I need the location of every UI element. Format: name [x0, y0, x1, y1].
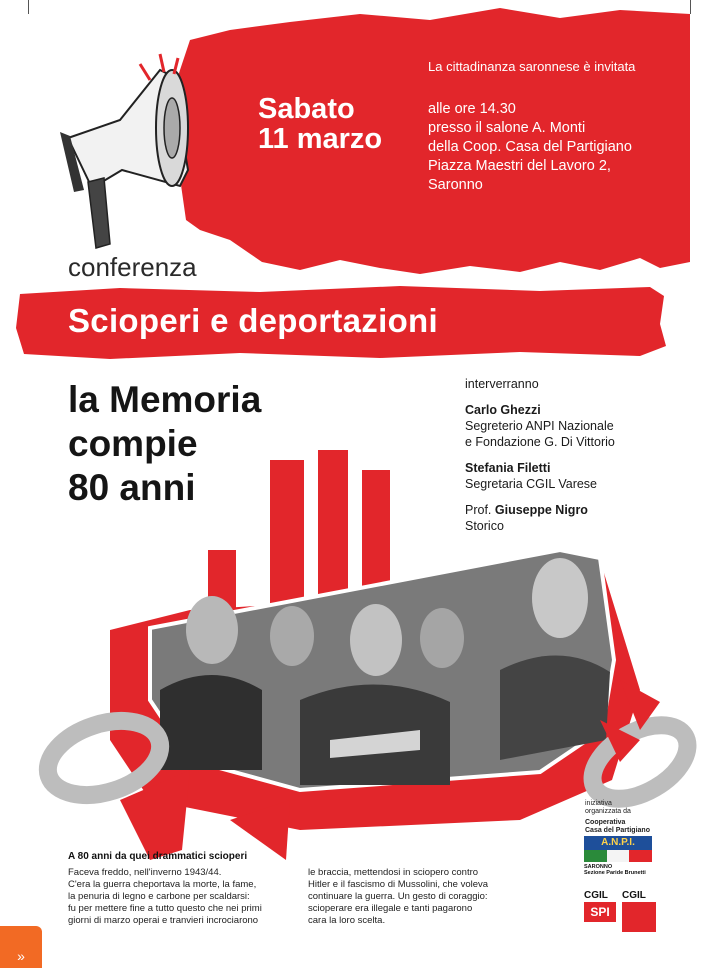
article-line: la penuria di legno e carbone per scaldarsi: — [68, 891, 250, 902]
anpi-logo — [584, 836, 652, 876]
sponsor-line: organizzata da — [585, 808, 631, 815]
speaker-role: e Fondazione G. Di Vittorio — [465, 435, 615, 449]
speaker-role: Segreterio ANPI Nazionale — [465, 419, 614, 433]
event-date-value: 11 marzo — [258, 123, 383, 155]
spi-label: SPI — [584, 902, 616, 922]
article-line: Faceva freddo, nell'inverno 1943/44. — [68, 867, 222, 878]
article-line: C'era la guerra cheportava la morte, la fame, — [68, 879, 257, 890]
event-title: Scioperi e deportazioni — [68, 302, 438, 339]
article-line: continuare la guerra. Un gesto di coraggio: — [308, 891, 488, 902]
headline-line: 80 anni — [68, 467, 196, 508]
venue-line: Piazza Maestri del Lavoro 2, — [428, 158, 611, 174]
speaker-role: Storico — [465, 519, 504, 533]
cgil-logo — [622, 890, 656, 932]
event-type: conferenza — [68, 252, 197, 282]
speakers-intro: interverranno — [465, 377, 539, 391]
anpi-flag — [584, 850, 652, 862]
speaker-role: Segretaria CGIL Varese — [465, 477, 598, 491]
cgil-spi-logo — [584, 890, 616, 922]
cgil-red-block — [622, 902, 656, 932]
megaphone-icon — [60, 54, 188, 248]
sponsor-block — [585, 800, 650, 835]
article-line: giorni di marzo operai e tranvieri incrociarono — [68, 915, 259, 926]
article-line: fu per mettere fine a tutto questo che nei primi — [68, 903, 262, 914]
cgil-label: CGIL — [622, 890, 646, 901]
sponsor-org: Cooperativa Casa del Partigiano — [585, 819, 650, 834]
article-line: cara la loro scelta. — [308, 915, 386, 926]
speaker-name: Carlo Ghezzi — [465, 403, 541, 417]
article-title: A 80 anni da quei drammatici scioperi — [68, 851, 248, 862]
event-day: Sabato — [258, 93, 355, 125]
article-line: scioperare era illegale e tanti pagarono — [308, 903, 473, 914]
double-chevron-right-icon: » — [17, 948, 25, 964]
article-column-2 — [308, 867, 540, 927]
venue-line: alle ore 14.30 — [428, 101, 516, 117]
article-column-1 — [68, 867, 298, 927]
article-line: Hitler e il fascismo di Mussolini, che voleva — [308, 879, 489, 890]
event-venue — [428, 100, 632, 195]
venue-line: Saronno — [428, 177, 483, 193]
headline-line: compie — [68, 423, 198, 464]
cgil-label: CGIL — [584, 890, 608, 901]
headline-line: la Memoria — [68, 379, 262, 420]
anpi-subtitle: SARONNO Sezione Paride Brunetti — [584, 864, 646, 876]
invite-text: La cittadinanza saronnese è invitata — [428, 59, 636, 74]
speaker-name: Prof. Giuseppe Nigro — [465, 503, 588, 517]
sponsor-line: iniziativa — [585, 800, 612, 807]
next-page-button[interactable] — [0, 926, 42, 968]
event-date — [258, 94, 382, 154]
anpi-title: A.N.P.I. — [584, 836, 652, 850]
venue-line: della Coop. Casa del Partigiano — [428, 139, 632, 155]
article-line: le braccia, mettendosi in sciopero contro — [308, 867, 479, 878]
venue-line: presso il salone A. Monti — [428, 120, 586, 136]
speaker-name: Stefania Filetti — [465, 461, 551, 475]
